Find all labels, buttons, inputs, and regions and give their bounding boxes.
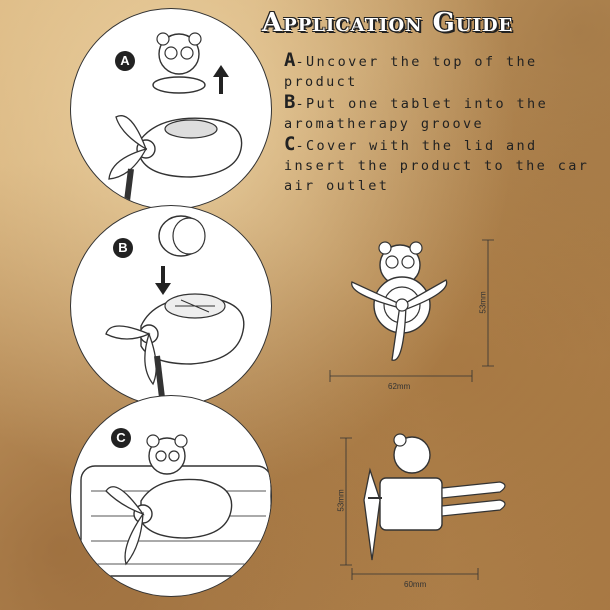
guide-title: Application Guide — [262, 8, 514, 38]
front-height-label: 53mm — [478, 291, 488, 314]
side-width-label: 60mm — [404, 580, 427, 589]
step-c-text: -Cover with the lid and insert the product to the car air outlet — [284, 138, 590, 194]
front-width-label: 62mm — [388, 382, 411, 391]
step-a-badge: A — [115, 51, 135, 71]
step-c-letter: C — [284, 133, 296, 155]
step-b-letter: B — [284, 91, 296, 113]
side-view-drawing — [364, 434, 505, 560]
step-a-text: -Uncover the top of the product — [284, 54, 538, 90]
front-view-drawing — [352, 242, 447, 360]
step-c-badge: C — [111, 428, 131, 448]
step-b-text: -Put one tablet into the aromatherapy groove — [284, 96, 549, 132]
step-a-letter: A — [284, 49, 296, 71]
step-b-badge: B — [113, 238, 133, 258]
side-height-label: 53mm — [336, 489, 346, 512]
